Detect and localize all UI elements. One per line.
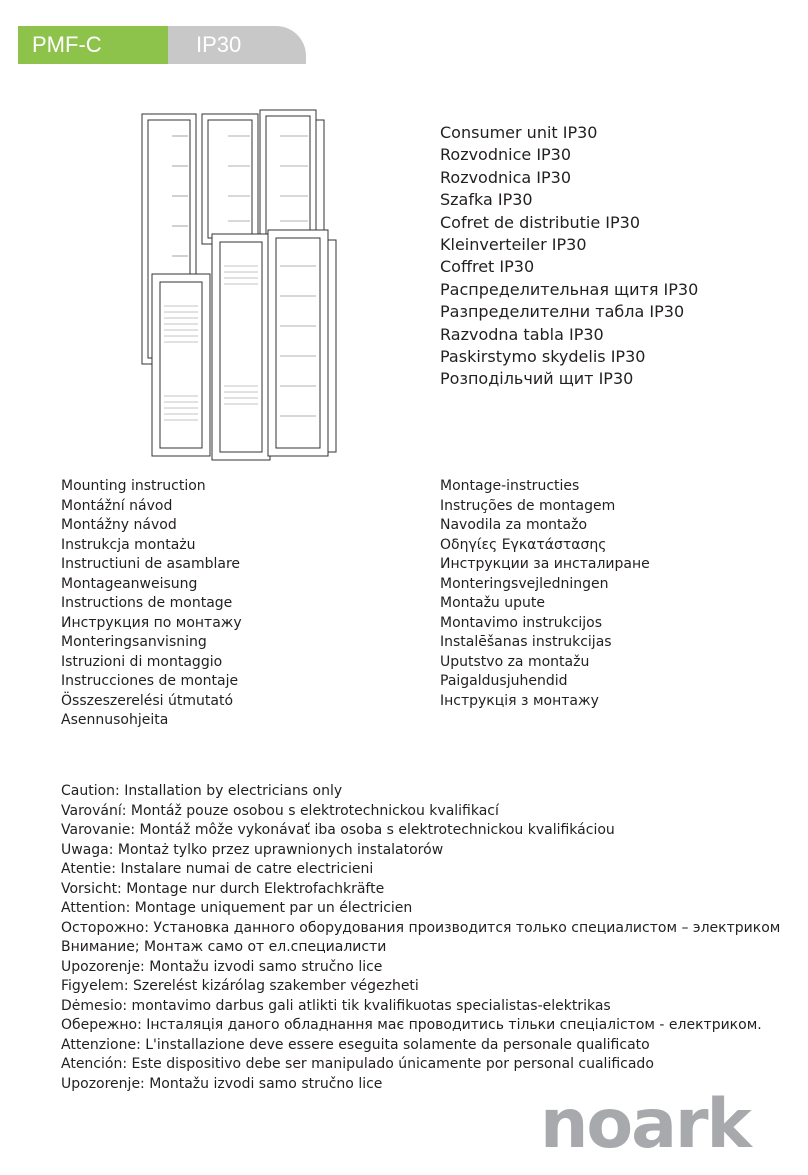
instruction-line: Montážny návod: [61, 517, 177, 533]
caution-line: Осторожно: Установка данного оборудования производится только специалистом – электриком: [61, 919, 781, 936]
instruction-line: Mounting instruction: [61, 478, 206, 494]
caution-line: Dėmesio: montavimo darbus gali atlikti tik kvalifikuotas specialistas-elektrikas: [61, 997, 611, 1014]
instruction-line: Instrukcja montażu: [61, 536, 196, 553]
title-line: Szafka IP30: [440, 190, 533, 210]
panel-back-2: [202, 114, 258, 244]
caution-line: Attention: Montage uniquement par un électricien: [61, 900, 413, 916]
noark-logo: noark: [540, 1085, 750, 1164]
caution-line: Vorsicht: Montage nur durch Elektrofachkräfte: [61, 880, 385, 897]
header-tab: [18, 26, 306, 64]
instruction-line: Navodila za montažo: [440, 517, 588, 533]
caution-line: Upozorenje: Montažu izvodi samo stručno lice: [61, 958, 383, 975]
instruction-line: Instructiuni de asamblare: [61, 556, 241, 572]
instruction-line: Οδηγίες Εγκατάστασης: [440, 536, 607, 553]
instruction-line: Montavimo instrukcijos: [440, 614, 603, 631]
instructions-right-column: [440, 477, 650, 711]
caution-line: Внимание; Монтаж само от ел.специалисти: [61, 939, 387, 955]
consumer-units-illustration: [130, 106, 340, 466]
title-line: Rozvodnice IP30: [440, 145, 572, 165]
instruction-line: Инструкция по монтажу: [61, 614, 242, 631]
instruction-line: Инструкции за инсталиране: [440, 556, 650, 572]
panel-back-3: [260, 110, 324, 240]
caution-line: Varovanie: Montáž môže vykonávať iba osoba s elektrotechnickou kvalifikáciou: [61, 822, 615, 838]
instruction-line: Összeszerelési útmutató: [61, 692, 234, 709]
caution-line: Caution: Installation by electricians only: [61, 783, 343, 799]
instruction-line: Montážní návod: [61, 497, 173, 514]
instruction-line: Uputstvo za montažu: [440, 653, 590, 670]
instruction-line: Montageanweisung: [61, 575, 198, 592]
instruction-line: Monteringsanvisning: [61, 634, 207, 650]
caution-list: [61, 782, 780, 1094]
instruction-line: Monteringsvejledningen: [440, 575, 609, 592]
caution-line: Attenzione: L'installazione deve essere eseguita solamente da personale qualificato: [61, 1036, 650, 1053]
instruction-line: Інструкція з монтажу: [440, 692, 599, 709]
panel-front-1: [152, 274, 210, 456]
caution-line: Varování: Montáž pouze osobou s elektrotechnickou kvalifikací: [61, 802, 499, 819]
instruction-line: Instalēšanas instrukcijas: [440, 634, 612, 650]
instruction-line: Asennusohjeita: [61, 712, 169, 728]
instruction-line: Instruções de montagem: [440, 497, 616, 514]
instruction-line: Montage-instructies: [440, 478, 580, 494]
title-line: Kleinverteiler IP30: [440, 235, 587, 255]
product-code: PMF-C: [18, 26, 168, 64]
caution-line: Обережно: Інсталяція даного обладнання має проводитись тільки спеціалістом - електриком.: [61, 1017, 762, 1033]
panel-front-3: [268, 230, 336, 456]
caution-line: Atentie: Instalare numai de catre electricieni: [61, 861, 374, 877]
instruction-line: Instructions de montage: [61, 595, 233, 611]
caution-line: Uwaga: Montaż tylko przez uprawnionych instalatorów: [61, 841, 444, 858]
title-line: Coffret IP30: [440, 257, 535, 277]
caution-line: Upozorenje: Montažu izvodi samo stručno lice: [61, 1075, 383, 1092]
title-line: Розподільчий щит IP30: [440, 369, 634, 389]
title-line: Consumer unit IP30: [440, 123, 598, 142]
instructions-left-column: [61, 477, 242, 731]
instruction-line: Paigaldusjuhendid: [440, 673, 568, 689]
instruction-line: Istruzioni di montaggio: [61, 653, 223, 670]
panel-front-2: [212, 234, 270, 460]
title-line: Cofret de distributie IP30: [440, 212, 641, 232]
instruction-line: Montažu upute: [440, 595, 545, 611]
title-line: Razvodna tabla IP30: [440, 324, 604, 344]
title-line: Распределительная щитя IP30: [440, 279, 699, 299]
instruction-line: Instrucciones de montaje: [61, 673, 239, 689]
title-line: Rozvodnica IP30: [440, 167, 571, 187]
caution-line: Atención: Este dispositivo debe ser manipulado únicamente por personal cualificado: [61, 1056, 654, 1072]
ip-rating: IP30: [168, 26, 306, 64]
title-line: Paskirstymo skydelis IP30: [440, 347, 646, 367]
caution-line: Figyelem: Szerelést kizárólag szakember végezheti: [61, 978, 419, 994]
title-line: Разпределителни табла IP30: [440, 302, 685, 322]
product-titles: [440, 122, 698, 391]
